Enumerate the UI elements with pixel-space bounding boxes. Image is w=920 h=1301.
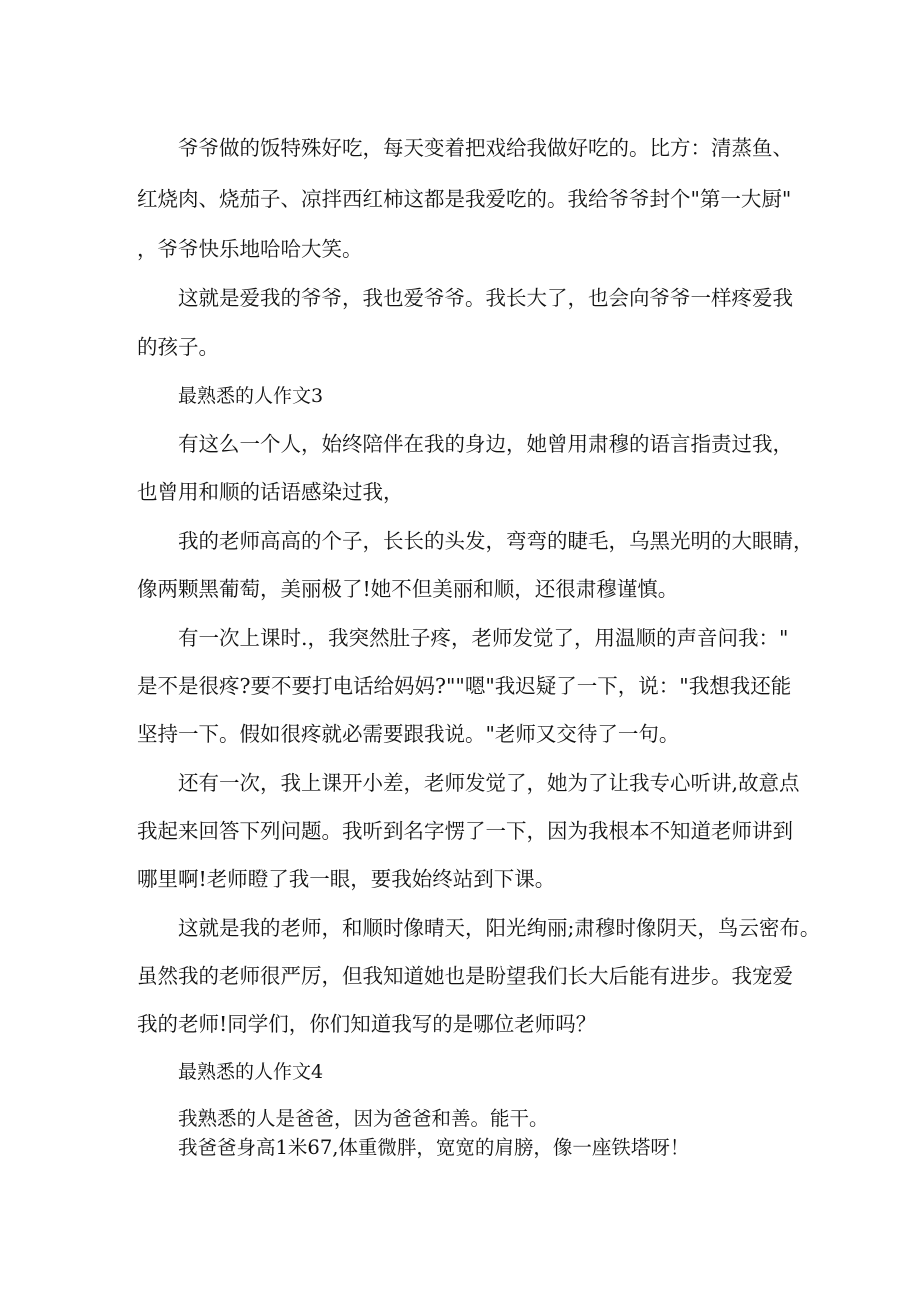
paragraph-line: 像两颗黑葡萄，美丽极了!她不但美丽和顺，还很肃穆谨慎。 [137,577,679,601]
paragraph-line: 是不是很疼?要不要打电话给妈妈?""嗯"我迟疑了一下，说："我想我还能 [137,674,792,698]
paragraph-line: 我起来回答下列问题。我听到名字愣了一下，因为我根本不知道老师讲到 [137,819,793,843]
paragraph-line: 这就是爱我的爷爷，我也爱爷爷。我长大了，也会向爷爷一样疼爱我 [178,286,793,310]
paragraph-line: 这就是我的老师，和顺时像晴天，阳光绚丽;肃穆时像阴天，鸟云密布。 [178,916,821,940]
paragraph-line: 哪里啊!老师瞪了我一眼，要我始终站到下课。 [137,867,556,891]
paragraph-line: 我熟悉的人是爸爸，因为爸爸和善。能干。 [178,1107,549,1130]
paragraph-line: 还有一次，我上课开小差，老师发觉了，她为了让我专心听讲,故意点 [178,771,800,795]
paragraph-line: 的孩子。 [137,335,219,359]
paragraph-line: 坚持一下。假如很疼就必需要跟我说。"老师又交待了一句。 [137,722,680,746]
paragraph-line: 有这么一个人，始终陪伴在我的身边，她曾用肃穆的语言指责过我， [178,432,793,456]
paragraph-line: 我的老师高高的个子，长长的头发，弯弯的睫毛，乌黑光明的大眼睛， [178,529,814,553]
paragraph-line: 虽然我的老师很严厉，但我知道她也是盼望我们长大后能有进步。我宠爱 [137,964,793,988]
paragraph-line: 我爸爸身高1米67,体重微胖，宽宽的肩膀，像一座铁塔呀！ [178,1136,690,1159]
paragraph-line: ，爷爷快乐地哈哈大笑。 [137,237,363,261]
paragraph-line: 有一次上课时.，我突然肚子疼，老师发觉了，用温顺的声音问我：" [178,626,789,650]
section-heading: 最熟悉的人作文3 [178,385,324,407]
section-heading: 最熟悉的人作文4 [178,1061,324,1083]
paragraph-line: 也曾用和顺的话语感染过我， [137,480,404,504]
paragraph-line: 红烧肉、烧茄子、凉拌西红柿这都是我爱吃的。我给爷爷封个"第一大厨" [137,187,792,211]
paragraph-line: 我的老师!同学们，你们知道我写的是哪位老师吗？ [137,1012,597,1036]
paragraph-line: 爷爷做的饭特殊好吃，每天变着把戏给我做好吃的。比方：清蒸鱼、 [178,136,793,160]
